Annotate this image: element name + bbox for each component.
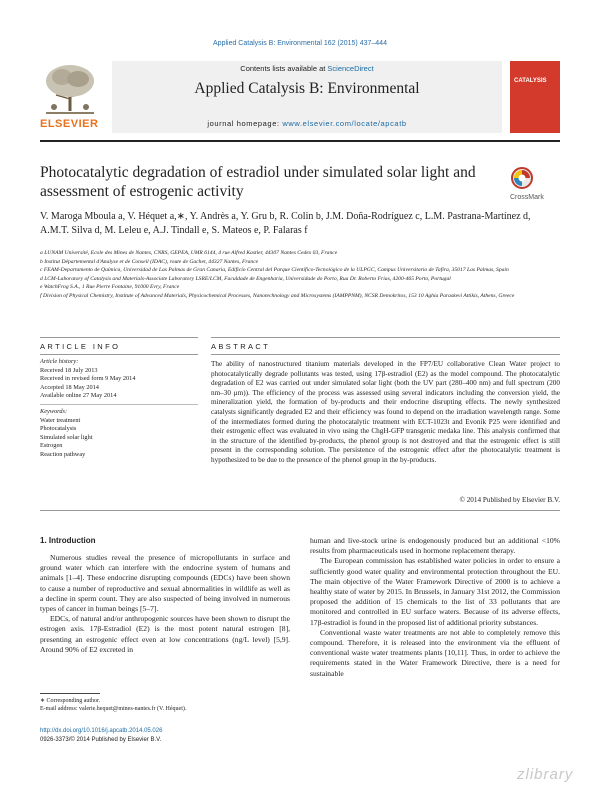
article-info-heading: ARTICLE INFO bbox=[40, 342, 121, 351]
affiliation-item: d LCM-Laboratory of Catalysis and Materials-Associate Laboratory LSRE/LCM, Faculdade de Engenharia, Universidade do Porto, Rua Dr. Roberto Frias, 4200-465 Porto, Portugal bbox=[40, 275, 451, 282]
keyword-item: Estrogen bbox=[40, 442, 63, 450]
abstract-heading: ABSTRACT bbox=[211, 342, 271, 351]
journal-cover-text: CATALYSIS bbox=[514, 78, 547, 84]
journal-citation[interactable]: Applied Catalysis B: Environmental 162 (2015) 437–444 bbox=[213, 40, 387, 47]
divider bbox=[40, 354, 198, 355]
body-left-column bbox=[40, 553, 290, 655]
affiliation-item: b Institut Départemental d'Analyse et de Conseil (IDAC), route de Gachet, 44327 Nantes, France bbox=[40, 258, 259, 265]
history-item: Accepted 18 May 2014 bbox=[40, 383, 99, 391]
divider bbox=[40, 337, 198, 338]
abstract-copyright: © 2014 Published by Elsevier B.V. bbox=[459, 496, 560, 504]
paragraph: Conventional waste water treatments are not able to completely remove this compound. Therefore, it is released into the environment via the effluent of conventional waste water treatments plants [10,11]. Thus, in order to achieve the requirements stated in the Water Framework Directive, there is a need for sustainable bbox=[310, 627, 560, 678]
header-rule bbox=[40, 140, 560, 142]
keyword-item: Water treatment bbox=[40, 416, 81, 424]
journal-cover-image bbox=[510, 61, 560, 133]
watermark: zlibrary bbox=[517, 766, 574, 783]
issn-line: 0926-3373/© 2014 Published by Elsevier B.V. bbox=[40, 736, 162, 743]
footnote-rule bbox=[40, 693, 100, 694]
history-label: Article history: bbox=[40, 358, 79, 365]
affiliation-item: f Division of Physical Chemistry, Institute of Advanced Materials, Physicochemical Processes, Nanotechnology and Microsystems (IAMPPNM), NCSR Demokritos, 153 10 Aghia Paraskevi Attikis, Athens, Greece bbox=[40, 292, 515, 299]
keyword-item: Reaction pathway bbox=[40, 450, 86, 458]
homepage-label: journal homepage: bbox=[207, 119, 283, 128]
affiliation-item: c FEAM-Departamento de Química, Universidad de Las Palmas de Gran Canaria, Edificio Central del Parque Científico-Tecnológico de la ULPGC, Campus Universitario de Tafira, 35017 Las Palmas, Spain bbox=[40, 267, 509, 274]
body-right-column bbox=[310, 536, 560, 679]
affiliation-item: a LUNAM Université, Ecole des Mines de Nantes, CNRS, GEPEA, UMR 6144, 4 rue Alfred Kastler, 44307 Nantes Cedex 03, France bbox=[40, 250, 338, 256]
svg-text:CrossMark: CrossMark bbox=[510, 194, 544, 201]
history-item: Available online 27 May 2014 bbox=[40, 392, 117, 400]
affiliations bbox=[40, 249, 560, 301]
keywords bbox=[40, 408, 198, 460]
crossmark-badge[interactable] bbox=[510, 165, 560, 205]
sciencedirect-link[interactable]: ScienceDirect bbox=[327, 64, 374, 73]
keyword-item: Simulated solar light bbox=[40, 433, 93, 441]
contents-prefix: Contents lists available at bbox=[240, 64, 328, 73]
affiliation-item: e WatchFrog S.A., 1 Rue Pierre Fontaine, 91000 Evry, France bbox=[40, 284, 180, 291]
doi-link[interactable]: http://dx.doi.org/10.1016/j.apcatb.2014.05.026 bbox=[40, 728, 163, 734]
keywords-label: Keywords: bbox=[40, 408, 68, 415]
history-item: Received in revised form 9 May 2014 bbox=[40, 375, 136, 383]
journal-homepage bbox=[112, 119, 502, 128]
author-list: V. Maroga Mboula a, V. Héquet a,∗, Y. Andrès a, Y. Gru b, R. Colin b, J.M. Doña-Rodríguez c, L.M. Pastrana-Martínez d, A.M.T. Silva d, M. Leleu e, A.J. Tindall e, S. Mateos e, P. Falaras f bbox=[40, 211, 531, 236]
homepage-link[interactable]: www.elsevier.com/locate/apcatb bbox=[282, 119, 407, 128]
doi-block bbox=[40, 727, 290, 744]
history-item: Received 18 July 2013 bbox=[40, 366, 98, 374]
paragraph: Numerous studies reveal the presence of micropollutants in surface and ground water which can interfere with the endocrine system of humans and animals [1–4]. These endocrine disrupting compounds (EDCs) have been shown to cause a number of reproductive and sexual abnormalities in wildlife as well as a decline in sperm count. They are also suspected of being involved in numerous types of cancer in human beings [5–7]. bbox=[40, 553, 290, 614]
publisher-name: ELSEVIER bbox=[40, 118, 99, 130]
section-heading: 1. Introduction bbox=[40, 536, 96, 545]
paragraph: The European commission has established water policies in order to ensure a sufficiently good water quality and environmental protection throughout the EU. The main objective of the Water Framework Directive of 2000 is to achieve a healthy state of water by 2015. In Brussels, in January 31st 2012, the Commission proposed the addition of 15 chemicals to the list of 33 pollutants that are monitored and controlled in EU surface waters. Because of its adverse effects, 17β-estradiol is found in the proposed list of additional priority substances. bbox=[310, 556, 560, 627]
paragraph: EDCs, of natural and/or anthropogenic sources have been shown to disrupt the estrogen axis. 17β-Estradiol (E2) is the most potent natural estrogen [8], presenting an estrogenic effect even at low concentrations (ng/L level) [5,9]. Around 90% of E2 excreted in bbox=[40, 614, 290, 654]
keyword-item: Photocatalysis bbox=[40, 425, 77, 433]
abstract-text: The ability of nanostructured titanium materials developed in the FP7/EU collaborative Clean Water project to photocatalytically degrade pollutants was tested, using 17β-estradiol (E2) as the model compound. The photocatalytic degradation of E2 was carried out under simulated solar light (both the UV part (280–400 nm) and full spectrum (200 nm–30 μm)). The efficiency of the process was assessed using several indicators including the conversion yield, the mineralization yield, the formation of by-products and their endocrine disrupting effects. The newly synthesized catalysts significantly degraded E2 and their efficiency was found to depend on the irradiation wavelength range. Some of the intermediates formed during the photocatalytic treatment with ECT-1023t and Evonik P25 were identified and their estrogenic effect was evaluated in vivo using the ChgH-GFP transgenic medaka line. This analysis confirmed that in the structure of the identified by-products, the phenol group is not destroyed and that the estrogenic effect is still present in the corresponding solution. The persistence of the estrogenic effect after the photocatalytic treatment is hypothesized to be due to the presence of the phenol group in the by-products. bbox=[211, 360, 560, 464]
divider bbox=[40, 510, 560, 511]
email-address[interactable]: E-mail address: valerie.hequet@mines-nantes.fr (V. Héquet). bbox=[40, 706, 187, 712]
article-history bbox=[40, 358, 198, 401]
divider bbox=[211, 354, 560, 355]
divider bbox=[211, 337, 560, 338]
corresponding-author: ∗ Corresponding author. bbox=[40, 698, 101, 704]
paragraph: human and live-stock urine is endogenously produced but an additional <10% results from pharmaceuticals used in hormone replacement therapy. bbox=[310, 536, 560, 556]
footnote bbox=[40, 697, 290, 713]
divider bbox=[40, 404, 198, 405]
article-title: Photocatalytic degradation of estradiol under simulated solar light and assessment of estrogenic activity bbox=[40, 164, 476, 200]
journal-title: Applied Catalysis B: Environmental bbox=[194, 80, 420, 97]
contents-line bbox=[112, 64, 502, 73]
